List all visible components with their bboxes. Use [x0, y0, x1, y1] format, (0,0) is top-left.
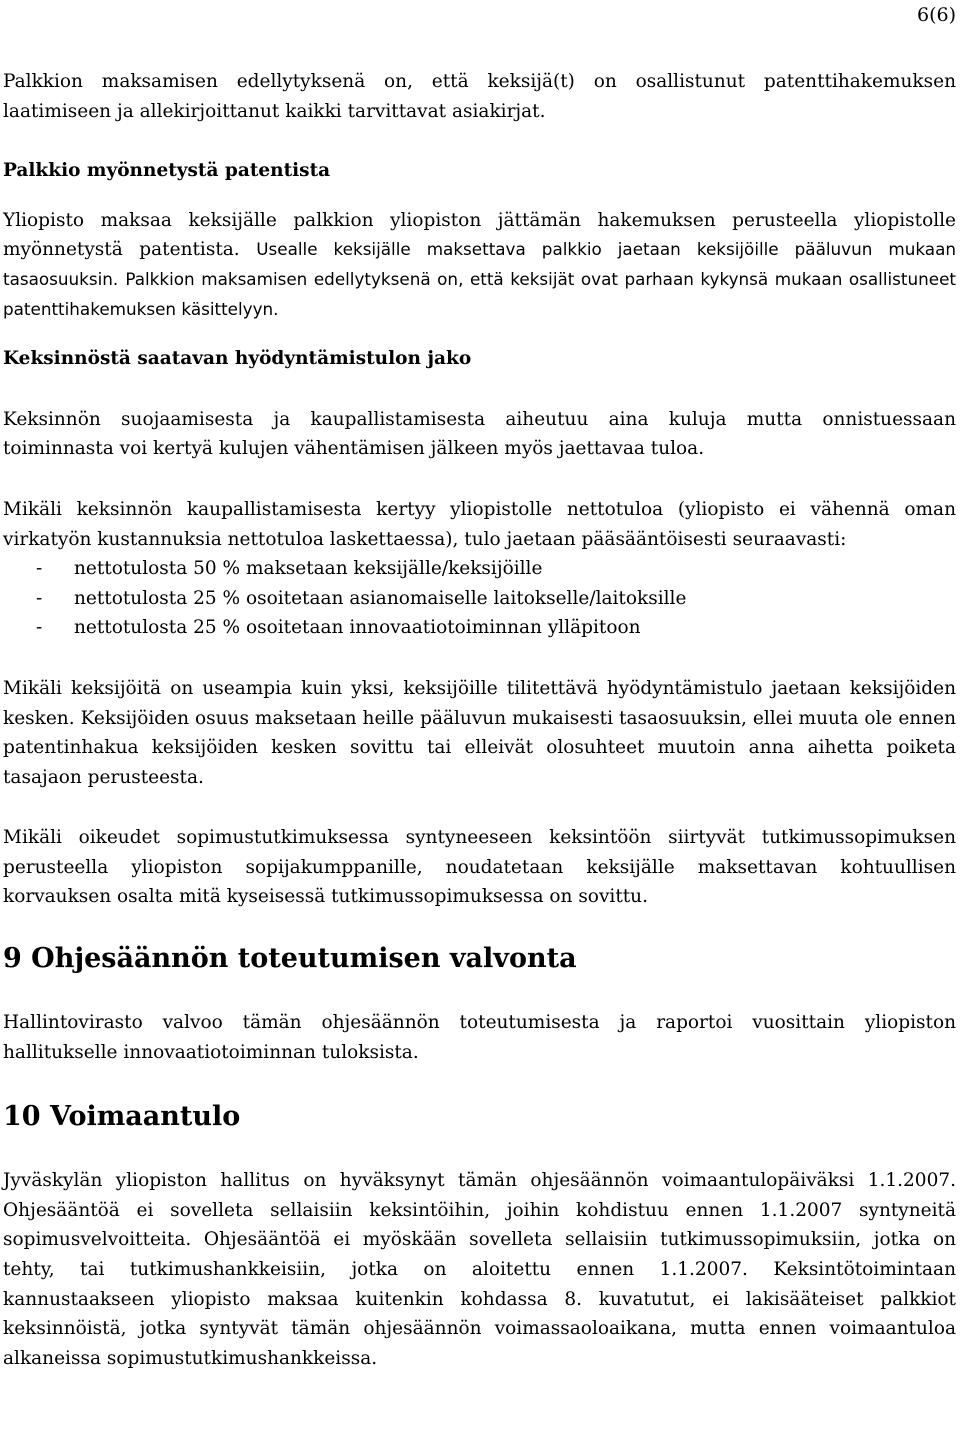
proceeds-distribution-list — [3, 554, 956, 643]
proceeds-paragraph-4: Mikäli oikeudet sopimustutkimuksessa syntyneeseen keksintöön siirtyvät tutkimussopimuksen perusteella yliopiston sopijakumppanille, noudatetaan keksijälle maksettavan kohtuullisen korvauksen osalta mitä kyseisessä tutkimussopimuksessa on sovittu. — [3, 827, 956, 908]
section-10-heading: 10 Voimaantulo — [3, 1101, 241, 1133]
granted-patent-title: Palkkio myönnetystä patentista — [3, 160, 331, 182]
list-item — [3, 613, 956, 643]
list-item — [3, 554, 956, 584]
granted-patent-text-c: Palkkion maksamisen edellytyksenä on, että keksijät ovat parhaan kykynsä mukaan osallistuneet patenttihakemuksen käsittelyyn. — [3, 268, 956, 319]
proceeds-paragraph-1: Keksinnön suojaamisesta ja kaupallistamisesta aiheutuu aina kuluja mutta onnistuessaan toiminnasta voi kertyä kulujen vähentämisen jälkeen myös jaettavaa tuloa. — [3, 408, 956, 460]
page-number: 6(6) — [916, 4, 956, 26]
proceeds-title: Keksinnöstä saatavan hyödyntämistulon jako — [3, 348, 472, 370]
list-dash: - — [36, 558, 43, 580]
document-body — [3, 67, 956, 1373]
list-item — [3, 584, 956, 614]
proceeds-paragraph-3: Mikäli keksijöitä on useampia kuin yksi, keksijöille tilitettävä hyödyntämistulo jaetaan keksijöiden kesken. Keksijöiden osuus maksetaan heille pääluvun mukaisesti tasaosuuksin, ellei muuta ole ennen patentinhakua keksijöiden kesken sovittu tai elleivät olosuhteet muutoin anna aihetta poiketa tasajaon perusteesta. — [3, 677, 956, 788]
granted-patent-text-a: Yliopisto maksaa keksijälle palkkion yliopiston jättämän hakemuksen perusteella yliopistolle myönnetystä patentista. — [3, 209, 956, 261]
list-dash: - — [36, 617, 43, 639]
intro-paragraph: Palkkion maksamisen edellytyksenä on, että keksijä(t) on osallistunut patenttihakemuksen laatimiseen ja allekirjoittanut kaikki tarvittavat asiakirjat. — [3, 71, 956, 122]
section-9-heading: 9 Ohjesäännön toteutumisen valvonta — [3, 943, 577, 975]
proceeds-paragraph-2: Mikäli keksinnön kaupallistamisesta kertyy yliopistolle nettotuloa (yliopisto ei vähennä oman virkatyön kustannuksia nettotuloa laskettaessa), tulo jaetaan pääsääntöisesti seuraavasti: — [3, 498, 956, 550]
section-10-paragraph: Jyväskylän yliopiston hallitus on hyväksynyt tämän ohjesäännön voimaantulopäiväksi 1.1.2007. Ohjesääntöä ei sovelleta sellaisiin keksintöihin, joihin kohdistuu ennen 1.1.2007 syntyneitä sopimusvelvoitteita. Ohjesääntöä ei myöskään sovelleta sellaisiin tutkimussopimuksiin, jotka on tehty, tai tutkimushankkeisiin, jotka on aloitettu ennen 1.1.2007. Keksintötoimintaan kannustaakseen yliopisto maksaa kuitenkin kohdassa 8. kuvatutut, ei lakisääteiset palkkiot keksinnöistä, jotka syntyvät tämän ohjesäännön voimassaoloaikana, mutta ennen voimaantuloa alkaneissa sopimustutkimushankkeissa. — [3, 1170, 956, 1369]
granted-patent-text-b: Usealle keksijälle maksettava palkkio jaetaan keksijöille pääluvun mukaan tasaosuuksin. — [3, 239, 956, 289]
section-9-paragraph: Hallintovirasto valvoo tämän ohjesäännön toteutumisesta ja raportoi vuosittain yliopiston hallitukselle innovaatiotoiminnan tuloksista. — [3, 1012, 956, 1063]
list-item-text: nettotulosta 25 % osoitetaan innovaatiotoiminnan ylläpitoon — [74, 617, 641, 639]
granted-patent-paragraph — [3, 206, 956, 324]
list-dash: - — [36, 587, 43, 609]
list-item-text: nettotulosta 25 % osoitetaan asianomaiselle laitokselle/laitoksille — [74, 587, 687, 609]
list-item-text: nettotulosta 50 % maksetaan keksijälle/keksijöille — [74, 558, 543, 580]
